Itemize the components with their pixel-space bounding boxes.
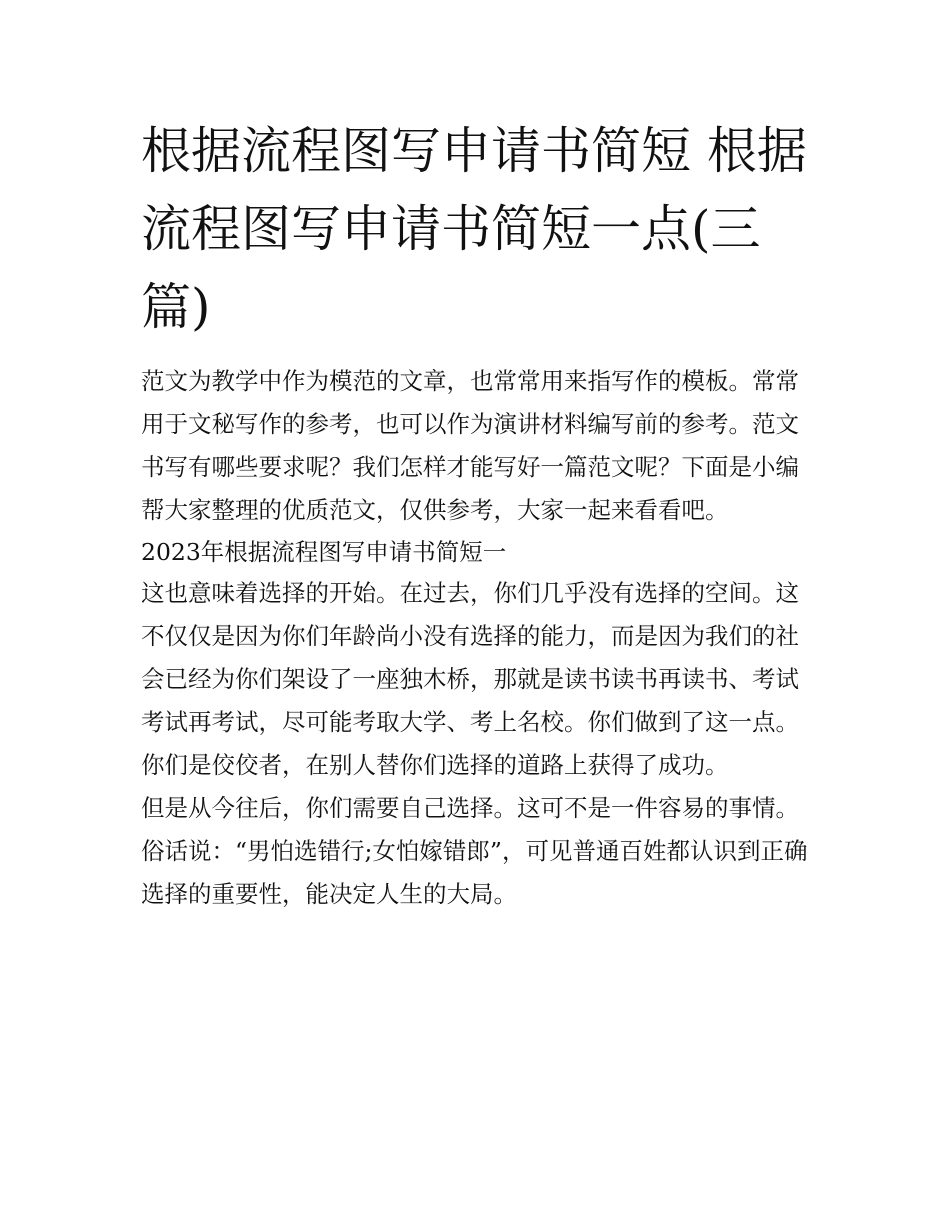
body-paragraph-2: 但是从今往后，你们需要自己选择。这可不是一件容易的事情。俗话说：“男怕选错行;女怕嫁错郎”，可见普通百姓都认识到正确选择的重要性，能决定人生的大局。 [141,794,808,908]
document-content [141,112,816,916]
document-title: 根据流程图写申请书简短 根据流程图写申请书简短一点(三篇) [141,122,807,336]
body-paragraph-1: 这也意味着选择的开始。在过去，你们几乎没有选择的空间。这不仅仅是因为你们年龄尚小没有选择的能力，而是因为我们的社会已经为你们架设了一座独木桥，那就是读书读书再读书、考试考试再考试，尽可能考取大学、考上名校。你们做到了这一点。你们是佼佼者，在别人替你们选择的道路上获得了成功。 [141,579,799,779]
intro-paragraph: 范文为教学中作为模范的文章，也常常用来指写作的模板。常常用于文秘写作的参考，也可以作为演讲材料编写前的参考。范文书写有哪些要求呢？我们怎样才能写好一篇范文呢？下面是小编帮大家整理的优质范文，仅供参考，大家一起来看看吧。 [141,367,799,524]
section-heading: 2023年根据流程图写申请书简短一 [141,538,507,566]
